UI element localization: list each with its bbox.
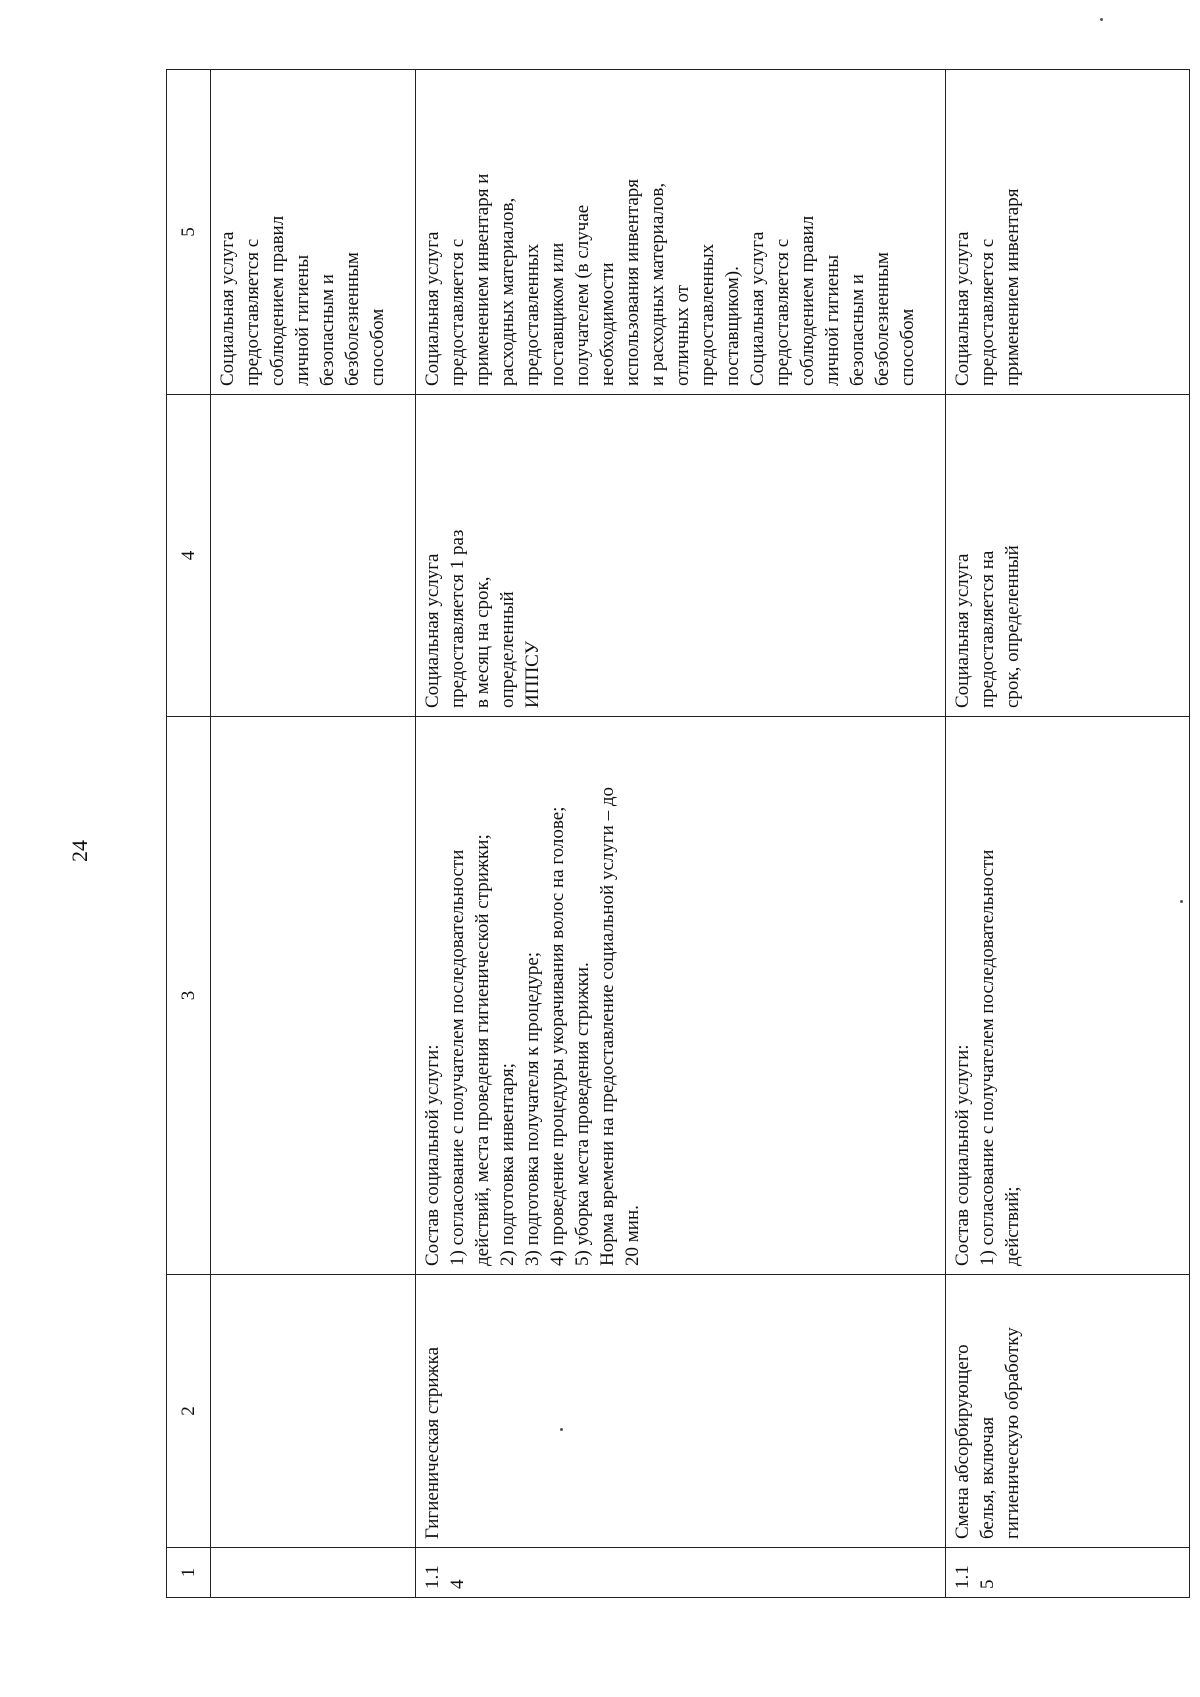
- rotated-table-container: [166, 70, 1190, 1598]
- service-name-cell: [211, 1275, 416, 1548]
- row-number-cell: 1.14: [416, 1548, 946, 1598]
- header-col-4: 4: [167, 395, 211, 717]
- services-table: [166, 69, 1190, 1598]
- header-col-2: 2: [167, 1275, 211, 1548]
- row-number-cell: 1.15: [946, 1548, 1190, 1598]
- service-conditions-cell: Социальная услуга предоставляется с применением инвентаря и расходных материалов, предоставленных поставщиком или получателем (в случае необходимости использования инвентаря и расходных материалов, отличных от предоставленных поставщиком). Социальная услуга предоставляется с соблюдением правил личной гигиены безопасным и безболезненным способом: [416, 70, 946, 395]
- service-conditions-cell: Социальная услуга предоставляется с применением инвентаря: [946, 70, 1190, 395]
- service-terms-cell: Социальная услуга предоставляется 1 раз в месяц на срок, определенный ИППСУ: [416, 395, 946, 717]
- service-name-cell: Гигиеническая стрижка: [416, 1275, 946, 1548]
- page-number: 24: [67, 840, 92, 862]
- header-col-1: 1: [167, 1548, 211, 1598]
- header-col-3: 3: [167, 717, 211, 1275]
- scan-speck: [560, 1428, 563, 1431]
- service-name-cell: Смена абсорбирующего белья, включая гигиеническую обработку: [946, 1275, 1190, 1548]
- table-header-row: [167, 70, 211, 1598]
- table-row-1-15: [946, 70, 1190, 1598]
- scan-speck: [1100, 18, 1103, 21]
- service-terms-cell: Социальная услуга предоставляется на срок, определенный: [946, 395, 1190, 717]
- table-row-continuation: [211, 70, 416, 1598]
- service-composition-cell: Состав социальной услуги: 1) согласование с получателем последовательности действий;: [946, 717, 1190, 1275]
- header-col-5: 5: [167, 70, 211, 395]
- service-composition-cell: [211, 717, 416, 1275]
- service-conditions-cell: Социальная услуга предоставляется с соблюдением правил личной гигиены безопасным и безболезненным способом: [211, 70, 416, 395]
- row-number-cell: [211, 1548, 416, 1598]
- table-row-1-14: [416, 70, 946, 1598]
- scan-speck: [1180, 900, 1183, 903]
- service-terms-cell: [211, 395, 416, 717]
- service-composition-cell: Состав социальной услуги: 1) согласование с получателем последовательности действий, места проведения гигиенической стрижки; 2) подготовка инвентаря; 3) подготовка получателя к процедуре; 4) проведение процедуры укорачивания волос на голове; 5) уборка места проведения стрижки. Норма времени на предоставление социальной услуги – до 20 мин.: [416, 717, 946, 1275]
